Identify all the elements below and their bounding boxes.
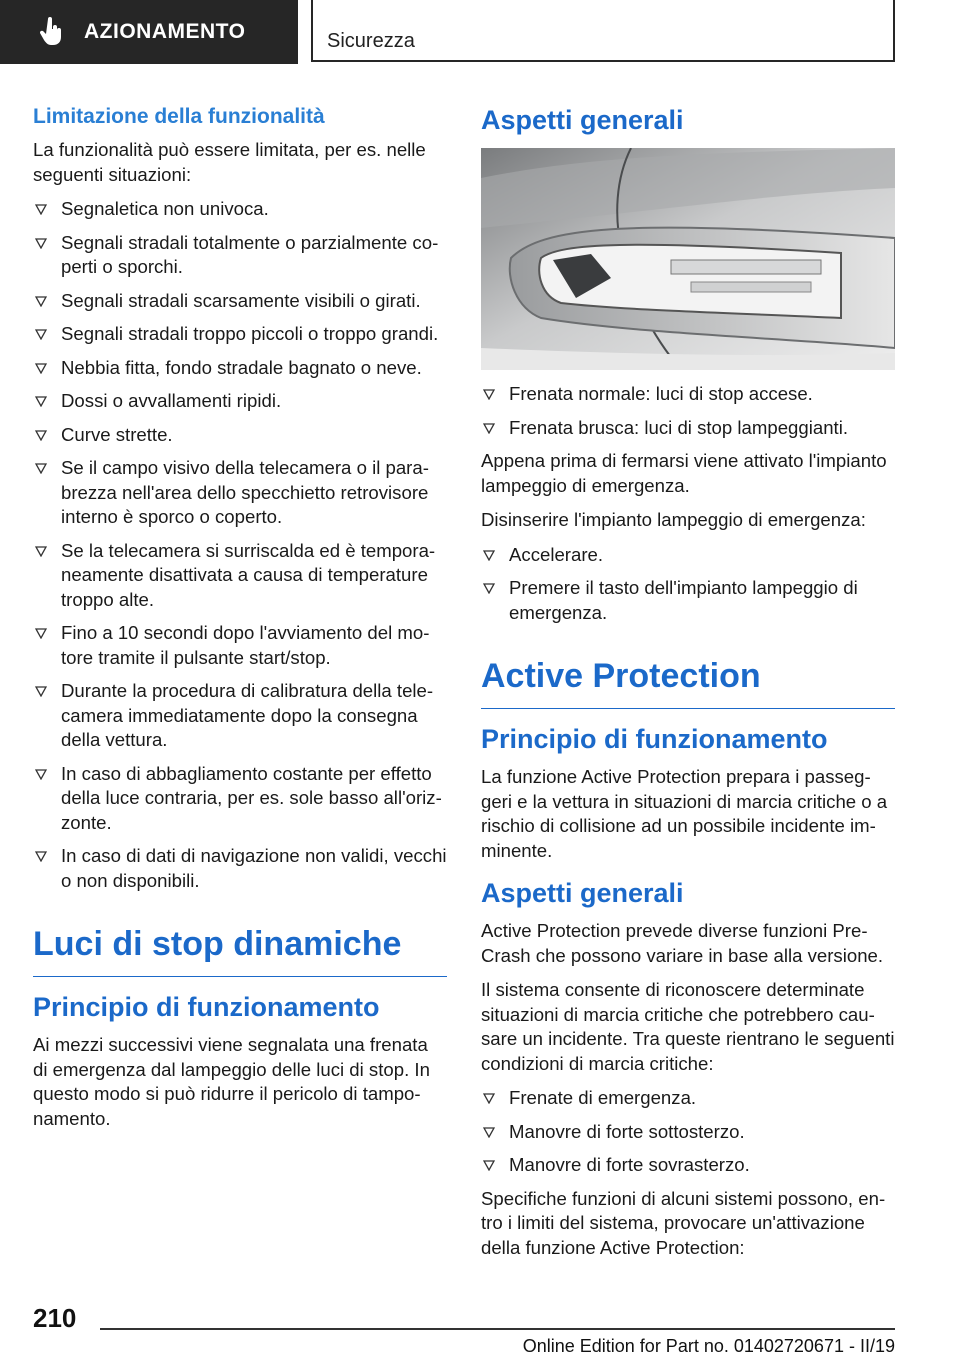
section-header	[311, 0, 895, 62]
list-item: Curve strette.	[33, 423, 447, 448]
ap-general-text-2: Il sistema consente di riconoscere determinate situazioni di marcia critiche che potrebbero causare un incidente. Tra queste rientrano le seguenti condizioni di marcia critiche:	[481, 979, 895, 1074]
general-text-1: Appena prima di fermarsi viene attivato l'impianto lampeggio di emergenza.	[481, 450, 887, 496]
triangle-bullet-icon	[35, 238, 47, 249]
triangle-bullet-icon	[483, 389, 495, 400]
list-item: Frenata normale: luci di stop accese.	[481, 382, 895, 407]
ap-principle-heading: Principio di funzionamento	[481, 724, 828, 754]
ap-general-text-3: Specifiche funzioni di alcuni sistemi possono, entro i limiti del sistema, provocare un'attivazione della funzione Active Protection:	[481, 1187, 886, 1258]
list-item: Se il campo visivo della telecamera o il parabrezza nell'area dello specchietto retrovisore interno è sporco o coperto.	[33, 456, 447, 530]
triangle-bullet-icon	[35, 204, 47, 215]
ap-principle-text: La funzione Active Protection prepara i passeggeri e la vettura in situazioni di marcia critiche o a rischio di collisione ad un possibile incidente imminente.	[481, 766, 888, 861]
limit-intro: La funzionalità può essere limitata, per es. nelle seguenti situazioni:	[33, 139, 426, 185]
list-item: In caso di abbagliamento costante per effetto della luce contraria, per es. sole basso all'orizzonte.	[33, 762, 447, 836]
triangle-bullet-icon	[35, 296, 47, 307]
triangle-bullet-icon	[35, 851, 47, 862]
footer-divider	[100, 1328, 895, 1330]
list-item: Nebbia fitta, fondo stradale bagnato o neve.	[33, 356, 447, 381]
list-item: Manovre di forte sovrasterzo.	[481, 1153, 895, 1178]
brake-principle-text: Ai mezzi successivi viene segnalata una frenata di emergenza dal lampeggio delle luci di stop. In questo modo si può ridurre il pericolo di tamponamento.	[33, 1034, 430, 1129]
section-title: Sicurezza	[327, 30, 415, 52]
list-item: Se la telecamera si surriscalda ed è temporaneamente disattivata a causa di temperature troppo alte.	[33, 539, 447, 613]
general-heading: Aspetti generali	[481, 105, 684, 135]
triangle-bullet-icon	[483, 1127, 495, 1138]
list-item: Dossi o avvallamenti ripidi.	[33, 389, 447, 414]
ap-general-heading: Aspetti generali	[481, 878, 684, 908]
list-item: Fino a 10 secondi dopo l'avviamento del motore tramite il pulsante start/stop.	[33, 621, 447, 670]
list-item: Manovre di forte sottosterzo.	[481, 1120, 895, 1145]
triangle-bullet-icon	[35, 769, 47, 780]
edition-text: Online Edition for Part no. 01402720671 - II/19	[522, 1336, 895, 1356]
brake-mode-list	[481, 382, 895, 440]
list-item: Frenata brusca: luci di stop lampeggianti.	[481, 416, 895, 441]
brake-principle-heading: Principio di funzionamento	[33, 992, 380, 1022]
list-item: Premere il tasto dell'impianto lampeggio di emergenza.	[481, 576, 895, 625]
ap-general-text-1: Active Protection prevede diverse funzioni Pre-Crash che possono variare in base alla versione.	[481, 920, 884, 966]
triangle-bullet-icon	[483, 1093, 495, 1104]
triangle-bullet-icon	[35, 363, 47, 374]
list-item: Segnaletica non univoca.	[33, 197, 447, 222]
triangle-bullet-icon	[35, 430, 47, 441]
list-item: Segnali stradali scarsamente visibili o girati.	[33, 289, 447, 314]
list-item: Segnali stradali totalmente o parzialmente coperti o sporchi.	[33, 231, 447, 280]
triangle-bullet-icon	[35, 628, 47, 639]
brake-lights-title: Luci di stop dinamiche	[33, 924, 447, 977]
page-number: 210	[33, 1303, 77, 1333]
triangle-bullet-icon	[35, 463, 47, 474]
triangle-bullet-icon	[35, 329, 47, 340]
right-column	[481, 104, 895, 1270]
limit-list	[33, 197, 447, 893]
triangle-bullet-icon	[35, 546, 47, 557]
triangle-bullet-icon	[35, 396, 47, 407]
triangle-bullet-icon	[483, 423, 495, 434]
limit-heading: Limitazione della funzionalità	[33, 105, 325, 128]
list-item: Frenate di emergenza.	[481, 1086, 895, 1111]
general-text-2: Disinserire l'impianto lampeggio di emergenza:	[481, 509, 866, 530]
triangle-bullet-icon	[35, 686, 47, 697]
triangle-bullet-icon	[483, 583, 495, 594]
disable-list	[481, 543, 895, 626]
list-item: Segnali stradali troppo piccoli o troppo grandi.	[33, 322, 447, 347]
chapter-title: AZIONAMENTO	[84, 20, 246, 43]
active-protection-title: Active Protection	[481, 656, 895, 709]
list-item: In caso di dati di navigazione non validi, vecchi o non disponibili.	[33, 844, 447, 893]
critical-list	[481, 1086, 895, 1178]
tail-light-photo	[481, 148, 895, 370]
list-item: Durante la procedura di calibratura della telecamera immediatamente dopo la consegna della vettura.	[33, 679, 447, 753]
chapter-tab	[0, 0, 298, 64]
left-column	[33, 104, 447, 1141]
list-item: Accelerare.	[481, 543, 895, 568]
triangle-bullet-icon	[483, 550, 495, 561]
hand-pointer-icon	[40, 17, 64, 47]
triangle-bullet-icon	[483, 1160, 495, 1171]
